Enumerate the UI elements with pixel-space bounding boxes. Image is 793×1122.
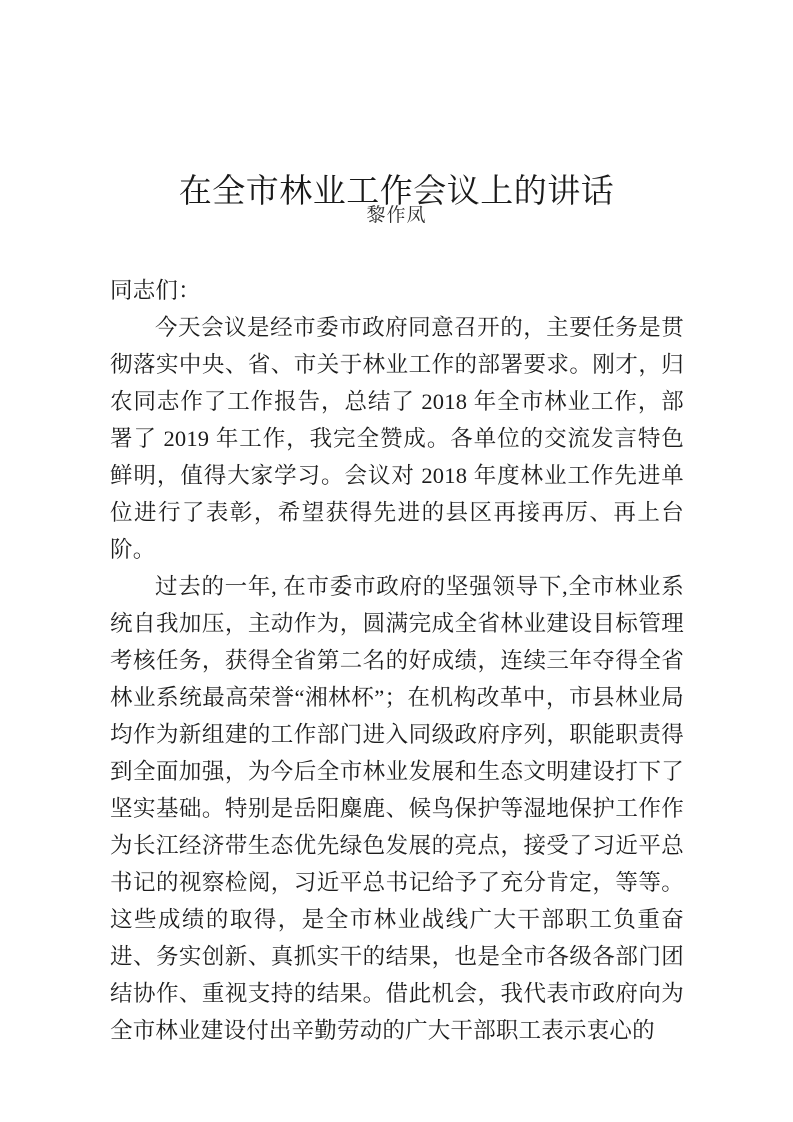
body-paragraph-1: 今天会议是经市委市政府同意召开的，主要任务是贯彻落实中央、省、市关于林业工作的部署要求。刚才，归农同志作了工作报告，总结了 2018 年全市林业工作，部署了 2019 年工作，我完全赞成。各单位的交流发言特色鲜明，值得大家学习。会议对 2018 年度林业工作先进单位进行了表彰，希望获得先进的县区再接再厉、再上台阶。 [110,315,684,562]
author-byline: 黎作凤 [366,205,427,226]
body-paragraph-2: 过去的一年, 在市委市政府的坚强领导下,全市林业系统自我加压，主动作为，圆满完成全省林业建设目标管理考核任务，获得全省第二名的好成绩，连续三年夺得全省林业系统最高荣誉“湘林杯”；在机构改革中，市县林业局均作为新组建的工作部门进入同级政府序列，职能职责得到全面加强，为今后全市林业发展和生态文明建设打下了坚实基础。特别是岳阳麋鹿、候鸟保护等湿地保护工作作为长江经济带生态优先绿色发展的亮点，接受了习近平总书记的视察检阅，习近平总书记给予了充分肯定，等等。这些成绩的取得，是全市林业战线广大干部职工负重奋进、务实创新、真抓实干的结果，也是全市各级各部门团结协作、重视支持的结果。借此机会，我代表市政府向为全市林业建设付出辛勤劳动的广大干部职工表示衷心的 [110,574,684,1043]
document-body [110,272,684,1049]
salutation-line: 同志们： [110,278,201,303]
page-title: 在全市林业工作会议上的讲话 [178,174,615,211]
